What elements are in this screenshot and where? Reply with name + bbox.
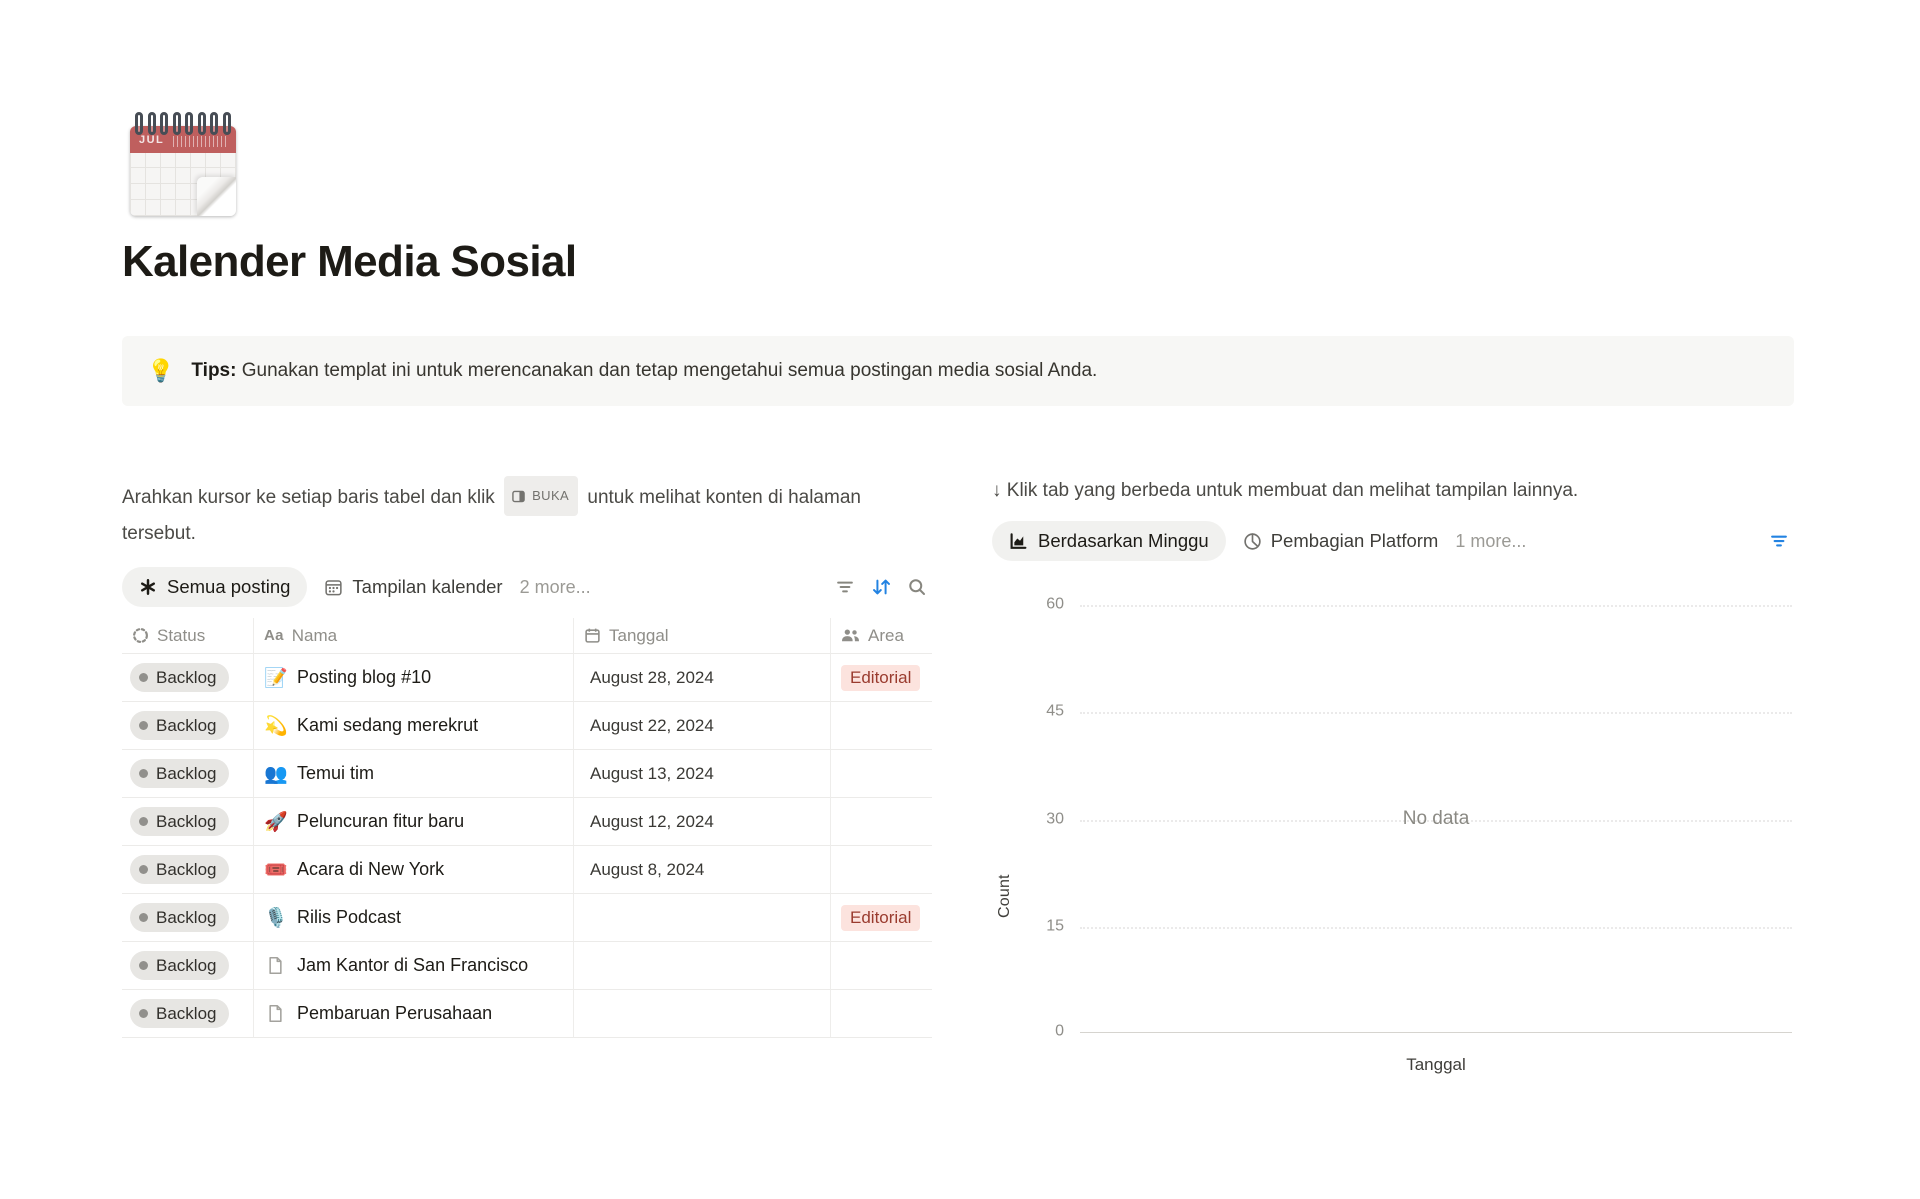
- table-row[interactable]: [122, 702, 932, 750]
- side-peek-icon: [512, 490, 525, 503]
- calendar-view-icon: [324, 578, 343, 597]
- memo-icon: 📝: [264, 667, 288, 689]
- x-axis-label: Tanggal: [1406, 1055, 1466, 1074]
- page-icon: [266, 1004, 285, 1023]
- row-title[interactable]: Acara di New York: [297, 859, 445, 879]
- tickets-icon: 🎟️: [264, 859, 288, 881]
- row-date[interactable]: [574, 990, 831, 1038]
- left-view-tabs: [122, 562, 932, 612]
- status-badge[interactable]: Backlog: [130, 903, 229, 932]
- page-icon: [266, 956, 285, 975]
- chart-section: [992, 478, 1794, 1077]
- status-dot: [139, 865, 148, 874]
- page-title: Kalender Media Sosial: [122, 237, 577, 286]
- filter-icon: [1769, 531, 1789, 551]
- chart-gridline: [1080, 927, 1792, 929]
- table-row[interactable]: [122, 894, 932, 942]
- calendar-spiral-rings: [135, 112, 231, 138]
- lightbulb-icon: 💡: [147, 358, 175, 383]
- view-tab-tampilan-kalender[interactable]: Tampilan kalender: [324, 576, 502, 598]
- status-badge[interactable]: Backlog: [130, 663, 229, 692]
- status-dot: [139, 1009, 148, 1018]
- table-row[interactable]: [122, 654, 932, 702]
- y-tick-label: 30: [1046, 810, 1064, 828]
- chart-gridline: [1080, 712, 1792, 714]
- empty-bar-chart: [992, 567, 1794, 1077]
- dizzy-icon: 💫: [264, 715, 288, 737]
- status-dot: [139, 673, 148, 682]
- column-header-status[interactable]: Status: [122, 618, 254, 654]
- chart-instruction: ↓ Klik tab yang berbeda untuk membuat dan melihat tampilan lainnya.: [992, 480, 1579, 501]
- table-row[interactable]: [122, 846, 932, 894]
- view-tab-semua-posting[interactable]: Semua posting: [122, 567, 307, 607]
- asterisk-icon: [139, 578, 157, 596]
- filter-icon: [835, 577, 855, 597]
- tips-callout: [122, 336, 1794, 406]
- row-date[interactable]: [574, 942, 831, 990]
- column-header-nama[interactable]: Aa Nama: [254, 618, 574, 654]
- sort-arrows-icon: [871, 577, 892, 597]
- right-view-tabs: [992, 519, 1794, 563]
- status-badge[interactable]: Backlog: [130, 951, 229, 980]
- database-table: [122, 618, 932, 1038]
- view-tab-berdasarkan-minggu[interactable]: Berdasarkan Minggu: [992, 521, 1226, 561]
- search-icon: [907, 577, 927, 597]
- y-tick-label: 15: [1046, 917, 1064, 935]
- tips-text: Tips: Gunakan templat ini untuk merencanakan dan tetap mengetahui semua postingan media sosial Anda.: [191, 360, 1098, 381]
- row-date[interactable]: [574, 894, 831, 942]
- row-date[interactable]: August 22, 2024: [574, 702, 831, 750]
- area-tag-editorial[interactable]: Editorial: [841, 665, 920, 691]
- table-row[interactable]: [122, 750, 932, 798]
- status-badge[interactable]: Backlog: [130, 711, 229, 740]
- table-row[interactable]: [122, 942, 932, 990]
- status-badge[interactable]: Backlog: [130, 759, 229, 788]
- status-dot: [139, 769, 148, 778]
- row-date[interactable]: August 8, 2024: [574, 846, 831, 894]
- row-date[interactable]: August 13, 2024: [574, 750, 831, 798]
- status-dot: [139, 961, 148, 970]
- pie-chart-icon: [1243, 532, 1262, 551]
- row-date[interactable]: August 28, 2024: [574, 654, 831, 702]
- row-date[interactable]: August 12, 2024: [574, 798, 831, 846]
- row-title[interactable]: Kami sedang merekrut: [297, 715, 479, 735]
- chart-gridline: [1080, 605, 1792, 607]
- row-title[interactable]: Jam Kantor di San Francisco: [297, 955, 529, 975]
- calendar-month-label: JUL: [139, 134, 165, 146]
- more-views-button[interactable]: 2 more...: [519, 576, 591, 597]
- search-button[interactable]: [902, 572, 932, 602]
- busts-icon: 👥: [264, 763, 288, 785]
- table-section: [122, 478, 932, 1038]
- calendar-page-fold: [197, 177, 236, 216]
- sort-button[interactable]: [866, 572, 896, 602]
- status-dot: [139, 721, 148, 730]
- y-tick-label: 45: [1046, 702, 1064, 720]
- bar-chart-icon: [1009, 532, 1028, 551]
- row-title[interactable]: Pembaruan Perusahaan: [297, 1003, 493, 1023]
- no-data-message: No data: [1402, 808, 1470, 829]
- status-dot: [139, 913, 148, 922]
- filter-button-active[interactable]: [1764, 526, 1794, 556]
- column-header-tanggal[interactable]: Tanggal: [574, 618, 831, 654]
- table-row[interactable]: [122, 990, 932, 1038]
- status-badge[interactable]: Backlog: [130, 807, 229, 836]
- table-instruction: Arahkan kursor ke setiap baris tabel dan klik BUKA untuk melihat konten di halaman tersebut.: [122, 478, 900, 550]
- calendar-icon: [584, 627, 601, 644]
- page-icon-spiral-calendar[interactable]: [130, 112, 236, 216]
- microphone-icon: 🎙️: [264, 907, 288, 929]
- open-button[interactable]: BUKA: [504, 476, 578, 516]
- row-title[interactable]: Temui tim: [297, 763, 375, 783]
- table-header-row: [122, 618, 932, 654]
- rocket-icon: 🚀: [264, 811, 288, 833]
- view-tab-pembagian-platform[interactable]: Pembagian Platform: [1243, 530, 1439, 552]
- status-icon: [132, 627, 149, 644]
- y-tick-label: 60: [1046, 595, 1064, 613]
- status-dot: [139, 817, 148, 826]
- people-icon: [841, 628, 860, 643]
- row-title[interactable]: Peluncuran fitur baru: [297, 811, 465, 831]
- row-title[interactable]: Posting blog #10: [297, 667, 432, 687]
- column-header-area[interactable]: Area: [831, 618, 932, 654]
- chart-axis-baseline: [1080, 1032, 1792, 1033]
- status-badge[interactable]: Backlog: [130, 999, 229, 1028]
- tips-bold-label: Tips:: [191, 360, 237, 381]
- table-row[interactable]: [122, 798, 932, 846]
- row-title[interactable]: Rilis Podcast: [297, 907, 402, 927]
- more-views-button[interactable]: 1 more...: [1455, 530, 1527, 551]
- y-tick-label: 0: [1055, 1022, 1064, 1040]
- calendar-pad: [130, 126, 236, 216]
- y-axis-label: Count: [996, 874, 1013, 918]
- area-tag-editorial[interactable]: Editorial: [841, 905, 920, 931]
- status-badge[interactable]: Backlog: [130, 855, 229, 884]
- text-icon: Aa: [264, 627, 284, 644]
- filter-button[interactable]: [830, 572, 860, 602]
